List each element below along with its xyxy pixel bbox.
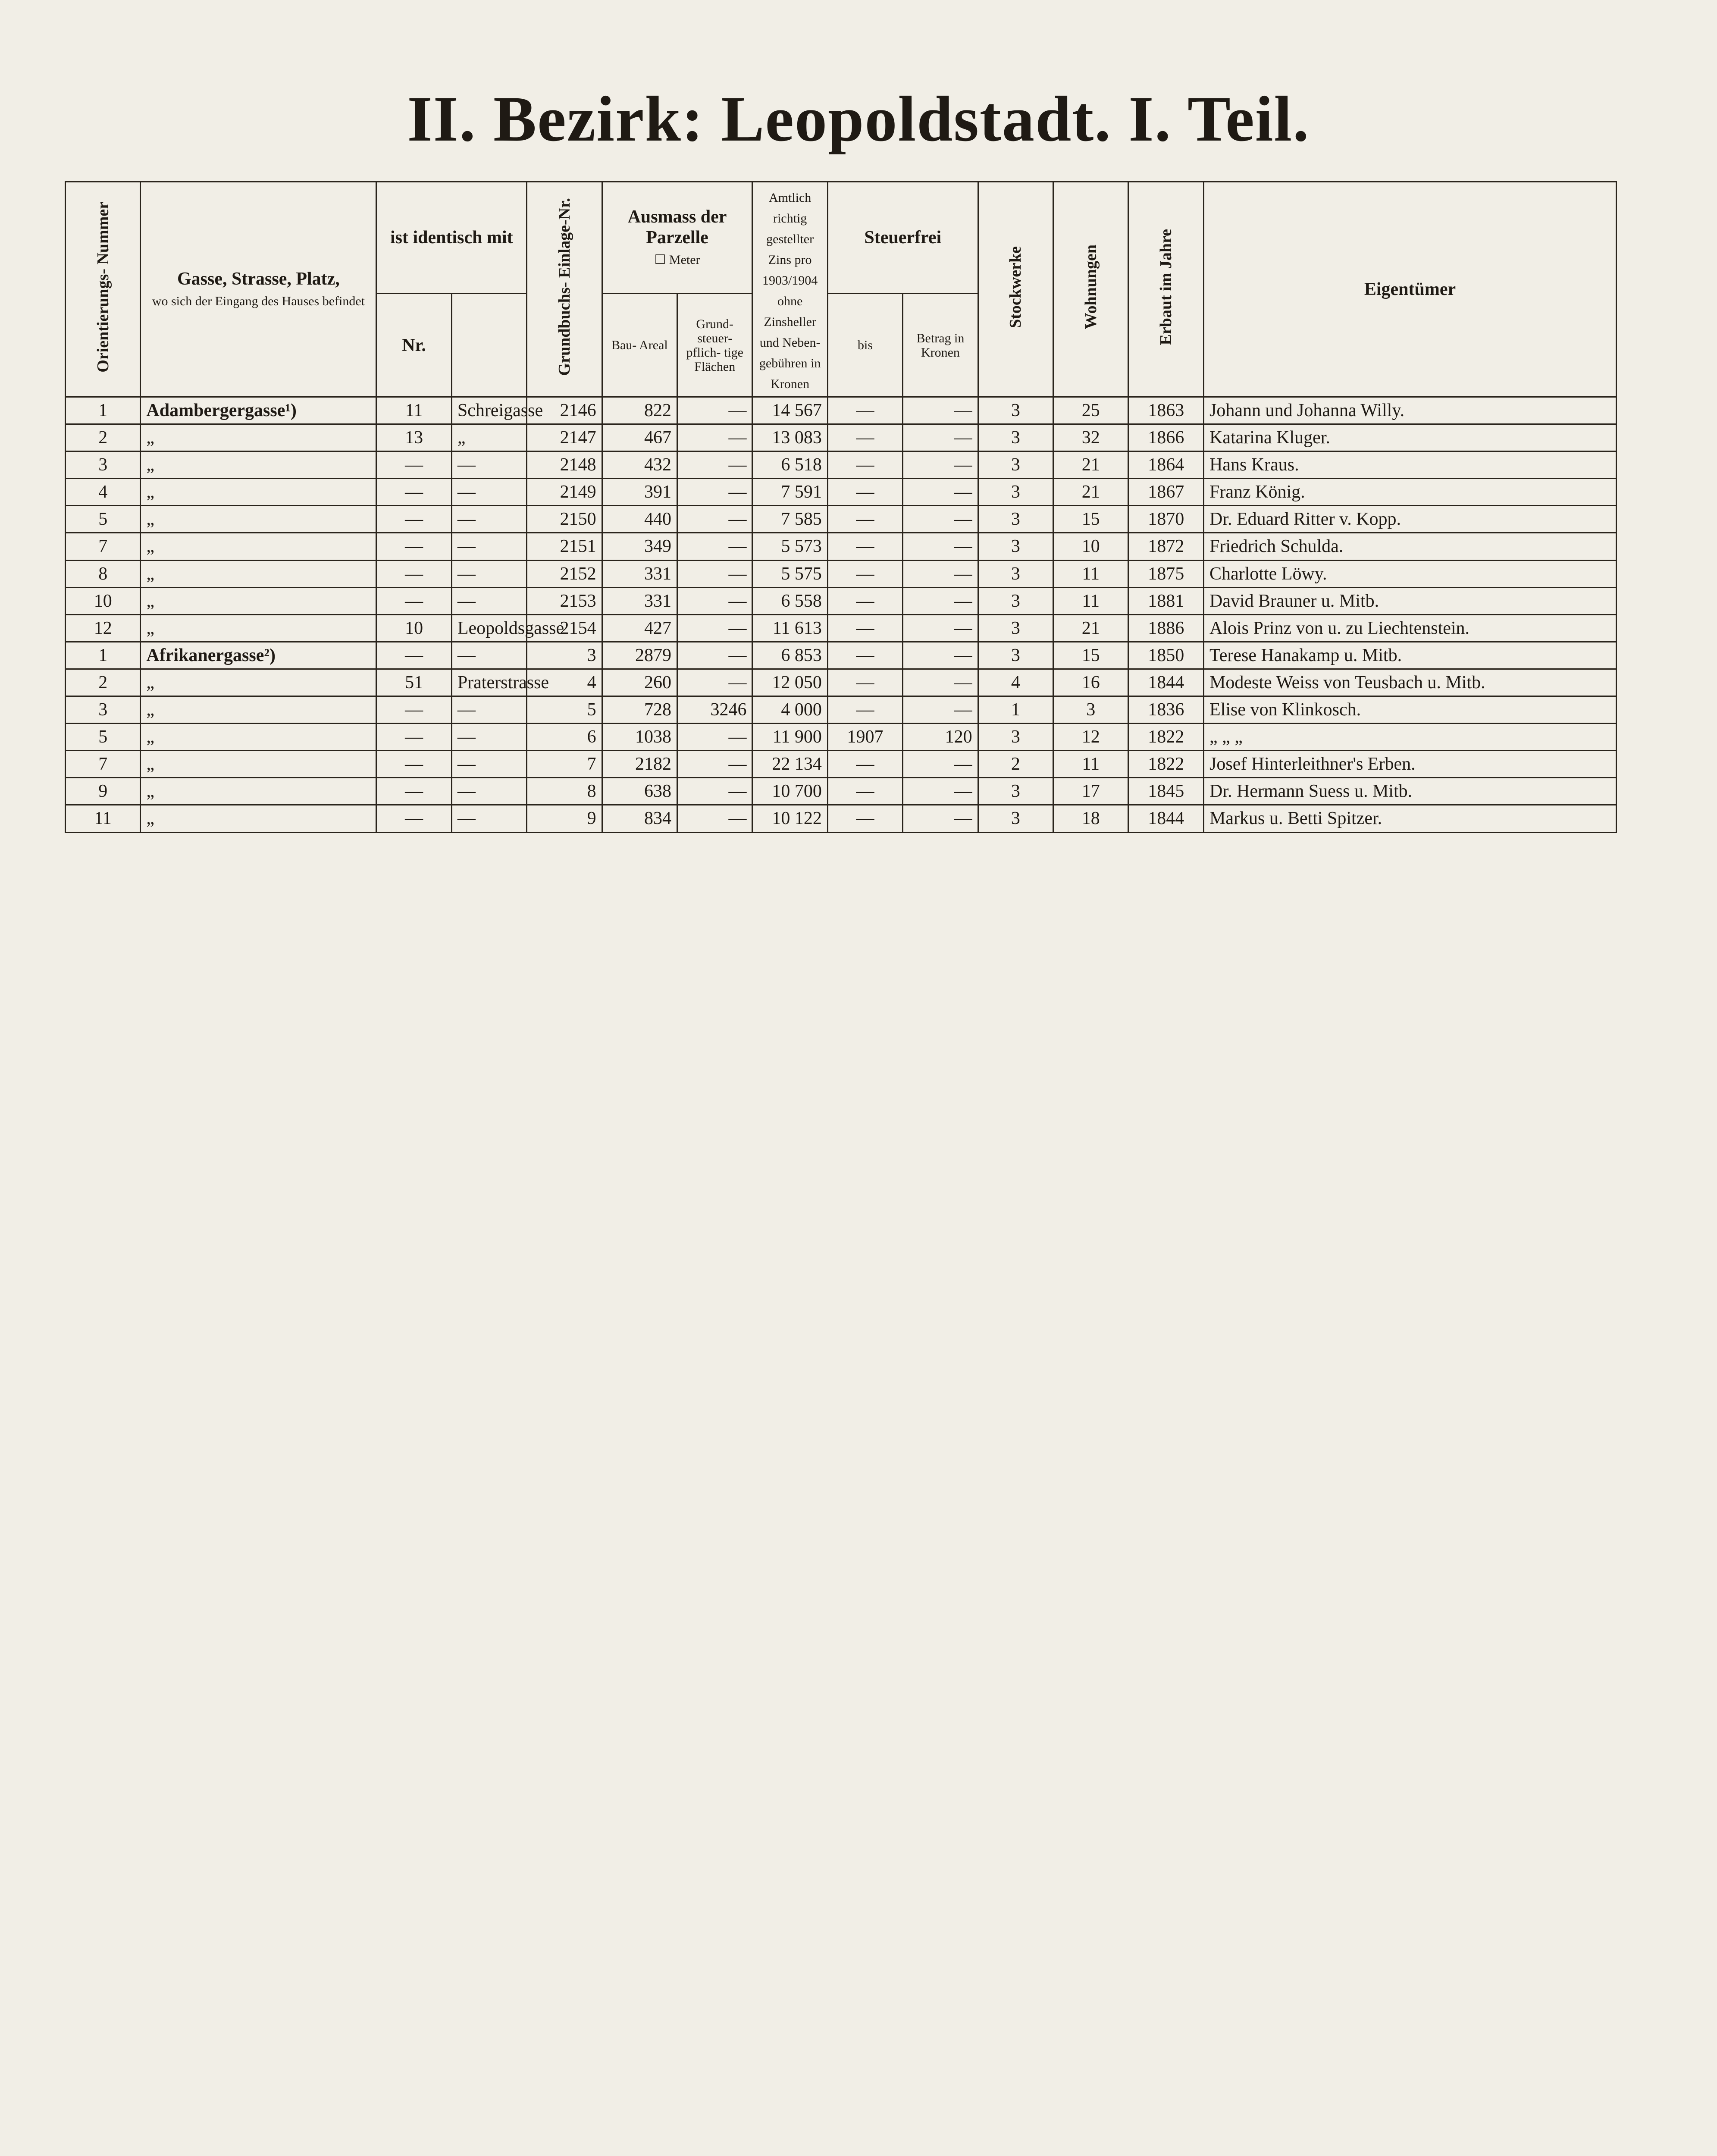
cell-or-nr: 2 bbox=[66, 669, 141, 696]
cell-zins: 7 591 bbox=[752, 479, 827, 506]
cell-bis: — bbox=[827, 805, 902, 832]
cell-grundbuch: 4 bbox=[527, 669, 602, 696]
cell-or-nr: 12 bbox=[66, 614, 141, 642]
cell-wohn: 15 bbox=[1053, 506, 1128, 533]
cell-betrag: — bbox=[903, 424, 978, 451]
cell-bau-areal: 331 bbox=[602, 560, 677, 587]
cell-bau-areal: 638 bbox=[602, 778, 677, 805]
cell-or-nr: 1 bbox=[66, 642, 141, 669]
cell-wohn: 21 bbox=[1053, 614, 1128, 642]
col-orientierungs-nummer: Orientierungs- Nummer bbox=[66, 182, 141, 397]
cell-stock: 3 bbox=[978, 560, 1053, 587]
cell-id-name: Praterstrasse bbox=[451, 669, 526, 696]
cell-bis: — bbox=[827, 424, 902, 451]
cell-gasse: „ bbox=[141, 587, 376, 614]
cell-grundsteuer: — bbox=[677, 751, 752, 778]
cell-or-nr: 9 bbox=[66, 778, 141, 805]
cell-zins: 10 122 bbox=[752, 805, 827, 832]
cell-betrag: — bbox=[903, 506, 978, 533]
cell-grundsteuer: — bbox=[677, 642, 752, 669]
cell-id-nr: — bbox=[376, 751, 451, 778]
cell-zins: 5 575 bbox=[752, 560, 827, 587]
table-row bbox=[66, 479, 1617, 506]
cell-grundsteuer: — bbox=[677, 479, 752, 506]
cell-id-name: — bbox=[451, 778, 526, 805]
cell-erbaut: 1864 bbox=[1128, 451, 1204, 479]
col-ausmass: Ausmass der Parzelle ☐ Meter bbox=[602, 182, 752, 294]
cell-zins: 5 573 bbox=[752, 533, 827, 560]
cell-bau-areal: 834 bbox=[602, 805, 677, 832]
col-identisch-name bbox=[451, 294, 526, 397]
cell-gasse: „ bbox=[141, 451, 376, 479]
cell-id-nr: 51 bbox=[376, 669, 451, 696]
col-nr: Nr. bbox=[376, 294, 451, 397]
cell-gasse: „ bbox=[141, 724, 376, 751]
cell-betrag: — bbox=[903, 805, 978, 832]
col-eigentuemer: Eigentümer bbox=[1204, 182, 1617, 397]
table-row bbox=[66, 587, 1617, 614]
cell-eigentuemer: Dr. Hermann Suess u. Mitb. bbox=[1204, 778, 1617, 805]
cell-grundbuch: 2150 bbox=[527, 506, 602, 533]
cell-grundsteuer: — bbox=[677, 669, 752, 696]
cell-id-nr: — bbox=[376, 451, 451, 479]
cell-grundbuch: 2152 bbox=[527, 560, 602, 587]
cell-id-nr: — bbox=[376, 805, 451, 832]
cell-eigentuemer: Franz König. bbox=[1204, 479, 1617, 506]
cell-wohn: 3 bbox=[1053, 696, 1128, 724]
cell-eigentuemer: Friedrich Schulda. bbox=[1204, 533, 1617, 560]
cell-zins: 6 558 bbox=[752, 587, 827, 614]
cell-erbaut: 1822 bbox=[1128, 751, 1204, 778]
table-row bbox=[66, 506, 1617, 533]
cell-erbaut: 1836 bbox=[1128, 696, 1204, 724]
cell-grundsteuer: — bbox=[677, 587, 752, 614]
cell-bau-areal: 349 bbox=[602, 533, 677, 560]
col-bis: bis bbox=[827, 294, 902, 397]
cell-id-name: — bbox=[451, 805, 526, 832]
cell-erbaut: 1875 bbox=[1128, 560, 1204, 587]
cell-id-name: „ bbox=[451, 424, 526, 451]
cell-bau-areal: 467 bbox=[602, 424, 677, 451]
cell-gasse: „ bbox=[141, 560, 376, 587]
table-row bbox=[66, 669, 1617, 696]
table-row bbox=[66, 424, 1617, 451]
cell-gasse: „ bbox=[141, 669, 376, 696]
cell-or-nr: 4 bbox=[66, 479, 141, 506]
cell-zins: 13 083 bbox=[752, 424, 827, 451]
cell-id-name: — bbox=[451, 451, 526, 479]
cell-gasse: Adambergergasse¹) bbox=[141, 397, 376, 424]
cell-or-nr: 8 bbox=[66, 560, 141, 587]
cell-erbaut: 1844 bbox=[1128, 669, 1204, 696]
cell-or-nr: 2 bbox=[66, 424, 141, 451]
cell-id-name: — bbox=[451, 696, 526, 724]
cell-or-nr: 3 bbox=[66, 451, 141, 479]
cell-bau-areal: 432 bbox=[602, 451, 677, 479]
cell-erbaut: 1881 bbox=[1128, 587, 1204, 614]
cell-bau-areal: 2879 bbox=[602, 642, 677, 669]
cell-stock: 4 bbox=[978, 669, 1053, 696]
cell-bau-areal: 391 bbox=[602, 479, 677, 506]
cell-betrag: — bbox=[903, 669, 978, 696]
cell-or-nr: 10 bbox=[66, 587, 141, 614]
table-row bbox=[66, 560, 1617, 587]
cell-wohn: 16 bbox=[1053, 669, 1128, 696]
col-betrag: Betrag in Kronen bbox=[903, 294, 978, 397]
cell-stock: 3 bbox=[978, 506, 1053, 533]
cell-id-nr: — bbox=[376, 724, 451, 751]
table-row bbox=[66, 751, 1617, 778]
cell-grundsteuer: — bbox=[677, 506, 752, 533]
col-wohnungen: Wohnungen bbox=[1053, 182, 1128, 397]
cell-bau-areal: 440 bbox=[602, 506, 677, 533]
cell-eigentuemer: Modeste Weiss von Teusbach u. Mitb. bbox=[1204, 669, 1617, 696]
cell-gasse: „ bbox=[141, 778, 376, 805]
cell-wohn: 10 bbox=[1053, 533, 1128, 560]
cell-eigentuemer: Alois Prinz von u. zu Liechtenstein. bbox=[1204, 614, 1617, 642]
header-row bbox=[66, 182, 1617, 294]
cell-id-nr: — bbox=[376, 479, 451, 506]
table-body bbox=[66, 397, 1617, 833]
cell-bau-areal: 260 bbox=[602, 669, 677, 696]
cell-zins: 11 900 bbox=[752, 724, 827, 751]
cell-betrag: — bbox=[903, 560, 978, 587]
cell-grundsteuer: — bbox=[677, 533, 752, 560]
cell-erbaut: 1845 bbox=[1128, 778, 1204, 805]
table-row bbox=[66, 397, 1617, 424]
cell-bau-areal: 728 bbox=[602, 696, 677, 724]
cell-grundsteuer: — bbox=[677, 424, 752, 451]
cell-id-nr: — bbox=[376, 696, 451, 724]
cell-betrag: — bbox=[903, 751, 978, 778]
cell-bis: — bbox=[827, 778, 902, 805]
cell-erbaut: 1872 bbox=[1128, 533, 1204, 560]
cell-wohn: 11 bbox=[1053, 587, 1128, 614]
cell-eigentuemer: Johann und Johanna Willy. bbox=[1204, 397, 1617, 424]
cell-id-name: — bbox=[451, 533, 526, 560]
cell-zins: 7 585 bbox=[752, 506, 827, 533]
table-row bbox=[66, 805, 1617, 832]
cell-wohn: 11 bbox=[1053, 560, 1128, 587]
cell-or-nr: 5 bbox=[66, 506, 141, 533]
cell-wohn: 21 bbox=[1053, 451, 1128, 479]
cell-grundbuch: 2146 bbox=[527, 397, 602, 424]
table-row bbox=[66, 724, 1617, 751]
cell-id-name: Schreigasse bbox=[451, 397, 526, 424]
cell-erbaut: 1844 bbox=[1128, 805, 1204, 832]
cell-betrag: 120 bbox=[903, 724, 978, 751]
property-table bbox=[65, 181, 1617, 833]
cell-bau-areal: 2182 bbox=[602, 751, 677, 778]
cell-stock: 3 bbox=[978, 424, 1053, 451]
cell-id-name: — bbox=[451, 479, 526, 506]
cell-betrag: — bbox=[903, 479, 978, 506]
cell-bis: — bbox=[827, 397, 902, 424]
cell-stock: 3 bbox=[978, 479, 1053, 506]
cell-wohn: 18 bbox=[1053, 805, 1128, 832]
cell-zins: 4 000 bbox=[752, 696, 827, 724]
col-bau-areal: Bau- Areal bbox=[602, 294, 677, 397]
cell-zins: 22 134 bbox=[752, 751, 827, 778]
cell-grundbuch: 2147 bbox=[527, 424, 602, 451]
cell-grundbuch: 2154 bbox=[527, 614, 602, 642]
cell-bis: — bbox=[827, 696, 902, 724]
cell-grundbuch: 6 bbox=[527, 724, 602, 751]
table-row bbox=[66, 533, 1617, 560]
cell-or-nr: 7 bbox=[66, 533, 141, 560]
cell-id-name: — bbox=[451, 506, 526, 533]
cell-grundbuch: 2151 bbox=[527, 533, 602, 560]
cell-bis: — bbox=[827, 587, 902, 614]
cell-id-nr: — bbox=[376, 778, 451, 805]
cell-eigentuemer: Elise von Klinkosch. bbox=[1204, 696, 1617, 724]
cell-eigentuemer: Hans Kraus. bbox=[1204, 451, 1617, 479]
cell-zins: 10 700 bbox=[752, 778, 827, 805]
col-grundbuchs: Grundbuchs- Einlage-Nr. bbox=[527, 182, 602, 397]
cell-gasse: „ bbox=[141, 479, 376, 506]
cell-grundsteuer: — bbox=[677, 805, 752, 832]
cell-wohn: 21 bbox=[1053, 479, 1128, 506]
cell-gasse: „ bbox=[141, 751, 376, 778]
col-zins: Amtlich richtig gestellter Zins pro 1903/1904 ohne Zinsheller und Neben- gebühren in Kronen bbox=[752, 182, 827, 397]
cell-grundbuch: 5 bbox=[527, 696, 602, 724]
cell-wohn: 12 bbox=[1053, 724, 1128, 751]
cell-stock: 3 bbox=[978, 642, 1053, 669]
table-row bbox=[66, 696, 1617, 724]
cell-gasse: „ bbox=[141, 533, 376, 560]
cell-id-nr: — bbox=[376, 560, 451, 587]
cell-bis: — bbox=[827, 614, 902, 642]
cell-erbaut: 1886 bbox=[1128, 614, 1204, 642]
cell-bis: 1907 bbox=[827, 724, 902, 751]
cell-zins: 11 613 bbox=[752, 614, 827, 642]
cell-wohn: 25 bbox=[1053, 397, 1128, 424]
cell-betrag: — bbox=[903, 614, 978, 642]
cell-id-nr: 11 bbox=[376, 397, 451, 424]
cell-bis: — bbox=[827, 751, 902, 778]
cell-id-nr: — bbox=[376, 506, 451, 533]
table-row bbox=[66, 778, 1617, 805]
cell-zins: 6 853 bbox=[752, 642, 827, 669]
cell-stock: 2 bbox=[978, 751, 1053, 778]
cell-bis: — bbox=[827, 533, 902, 560]
cell-grundsteuer: — bbox=[677, 778, 752, 805]
cell-or-nr: 11 bbox=[66, 805, 141, 832]
cell-gasse: „ bbox=[141, 506, 376, 533]
cell-grundsteuer: — bbox=[677, 451, 752, 479]
cell-betrag: — bbox=[903, 587, 978, 614]
col-identisch: ist identisch mit bbox=[376, 182, 527, 294]
cell-betrag: — bbox=[903, 533, 978, 560]
cell-grundbuch: 2149 bbox=[527, 479, 602, 506]
cell-eigentuemer: „ „ „ bbox=[1204, 724, 1617, 751]
cell-or-nr: 3 bbox=[66, 696, 141, 724]
cell-stock: 3 bbox=[978, 724, 1053, 751]
register-table bbox=[65, 181, 1617, 833]
cell-id-nr: — bbox=[376, 533, 451, 560]
cell-erbaut: 1822 bbox=[1128, 724, 1204, 751]
cell-stock: 3 bbox=[978, 614, 1053, 642]
col-erbaut: Erbaut im Jahre bbox=[1128, 182, 1204, 397]
cell-zins: 12 050 bbox=[752, 669, 827, 696]
cell-id-nr: 10 bbox=[376, 614, 451, 642]
cell-eigentuemer: Terese Hanakamp u. Mitb. bbox=[1204, 642, 1617, 669]
cell-grundsteuer: 3246 bbox=[677, 696, 752, 724]
cell-or-nr: 7 bbox=[66, 751, 141, 778]
cell-eigentuemer: Charlotte Löwy. bbox=[1204, 560, 1617, 587]
cell-eigentuemer: David Brauner u. Mitb. bbox=[1204, 587, 1617, 614]
col-gasse: Gasse, Strasse, Platz, wo sich der Eingang des Hauses befindet bbox=[141, 182, 376, 397]
cell-erbaut: 1867 bbox=[1128, 479, 1204, 506]
cell-gasse: „ bbox=[141, 696, 376, 724]
cell-grundsteuer: — bbox=[677, 614, 752, 642]
cell-erbaut: 1863 bbox=[1128, 397, 1204, 424]
cell-stock: 3 bbox=[978, 397, 1053, 424]
cell-betrag: — bbox=[903, 696, 978, 724]
cell-erbaut: 1850 bbox=[1128, 642, 1204, 669]
cell-erbaut: 1870 bbox=[1128, 506, 1204, 533]
cell-grundbuch: 2153 bbox=[527, 587, 602, 614]
table-row bbox=[66, 642, 1617, 669]
cell-eigentuemer: Josef Hinterleithner's Erben. bbox=[1204, 751, 1617, 778]
cell-zins: 6 518 bbox=[752, 451, 827, 479]
cell-grundbuch: 9 bbox=[527, 805, 602, 832]
cell-bis: — bbox=[827, 642, 902, 669]
cell-bau-areal: 822 bbox=[602, 397, 677, 424]
cell-or-nr: 5 bbox=[66, 724, 141, 751]
cell-grundsteuer: — bbox=[677, 560, 752, 587]
cell-wohn: 11 bbox=[1053, 751, 1128, 778]
cell-stock: 3 bbox=[978, 805, 1053, 832]
cell-id-name: — bbox=[451, 642, 526, 669]
cell-betrag: — bbox=[903, 397, 978, 424]
cell-id-name: Leopoldsgasse bbox=[451, 614, 526, 642]
cell-gasse: Afrikanergasse²) bbox=[141, 642, 376, 669]
cell-grundbuch: 2148 bbox=[527, 451, 602, 479]
cell-id-name: — bbox=[451, 751, 526, 778]
cell-eigentuemer: Katarina Kluger. bbox=[1204, 424, 1617, 451]
col-stockwerke: Stockwerke bbox=[978, 182, 1053, 397]
cell-gasse: „ bbox=[141, 424, 376, 451]
cell-gasse: „ bbox=[141, 614, 376, 642]
cell-grundbuch: 8 bbox=[527, 778, 602, 805]
cell-grundsteuer: — bbox=[677, 724, 752, 751]
page-title: II. Bezirk: Leopoldstadt. I. Teil. bbox=[407, 83, 1310, 155]
cell-bau-areal: 1038 bbox=[602, 724, 677, 751]
cell-or-nr: 1 bbox=[66, 397, 141, 424]
col-grundsteuer: Grund- steuer- pflich- tige Flächen bbox=[677, 294, 752, 397]
cell-bis: — bbox=[827, 479, 902, 506]
cell-stock: 1 bbox=[978, 696, 1053, 724]
cell-id-name: — bbox=[451, 724, 526, 751]
cell-gasse: „ bbox=[141, 805, 376, 832]
cell-id-name: — bbox=[451, 560, 526, 587]
table-row bbox=[66, 614, 1617, 642]
cell-bau-areal: 331 bbox=[602, 587, 677, 614]
cell-stock: 3 bbox=[978, 587, 1053, 614]
col-steuerfrei: Steuerfrei bbox=[827, 182, 978, 294]
cell-bis: — bbox=[827, 560, 902, 587]
cell-betrag: — bbox=[903, 642, 978, 669]
cell-wohn: 32 bbox=[1053, 424, 1128, 451]
cell-grundsteuer: — bbox=[677, 397, 752, 424]
cell-stock: 3 bbox=[978, 533, 1053, 560]
cell-id-name: — bbox=[451, 587, 526, 614]
cell-bis: — bbox=[827, 506, 902, 533]
cell-grundbuch: 3 bbox=[527, 642, 602, 669]
cell-erbaut: 1866 bbox=[1128, 424, 1204, 451]
cell-eigentuemer: Markus u. Betti Spitzer. bbox=[1204, 805, 1617, 832]
table-row bbox=[66, 451, 1617, 479]
cell-bau-areal: 427 bbox=[602, 614, 677, 642]
cell-zins: 14 567 bbox=[752, 397, 827, 424]
cell-stock: 3 bbox=[978, 778, 1053, 805]
cell-id-nr: 13 bbox=[376, 424, 451, 451]
cell-grundbuch: 7 bbox=[527, 751, 602, 778]
cell-bis: — bbox=[827, 451, 902, 479]
cell-eigentuemer: Dr. Eduard Ritter v. Kopp. bbox=[1204, 506, 1617, 533]
cell-bis: — bbox=[827, 669, 902, 696]
cell-wohn: 15 bbox=[1053, 642, 1128, 669]
cell-stock: 3 bbox=[978, 451, 1053, 479]
cell-id-nr: — bbox=[376, 642, 451, 669]
cell-betrag: — bbox=[903, 451, 978, 479]
cell-id-nr: — bbox=[376, 587, 451, 614]
cell-wohn: 17 bbox=[1053, 778, 1128, 805]
cell-betrag: — bbox=[903, 778, 978, 805]
